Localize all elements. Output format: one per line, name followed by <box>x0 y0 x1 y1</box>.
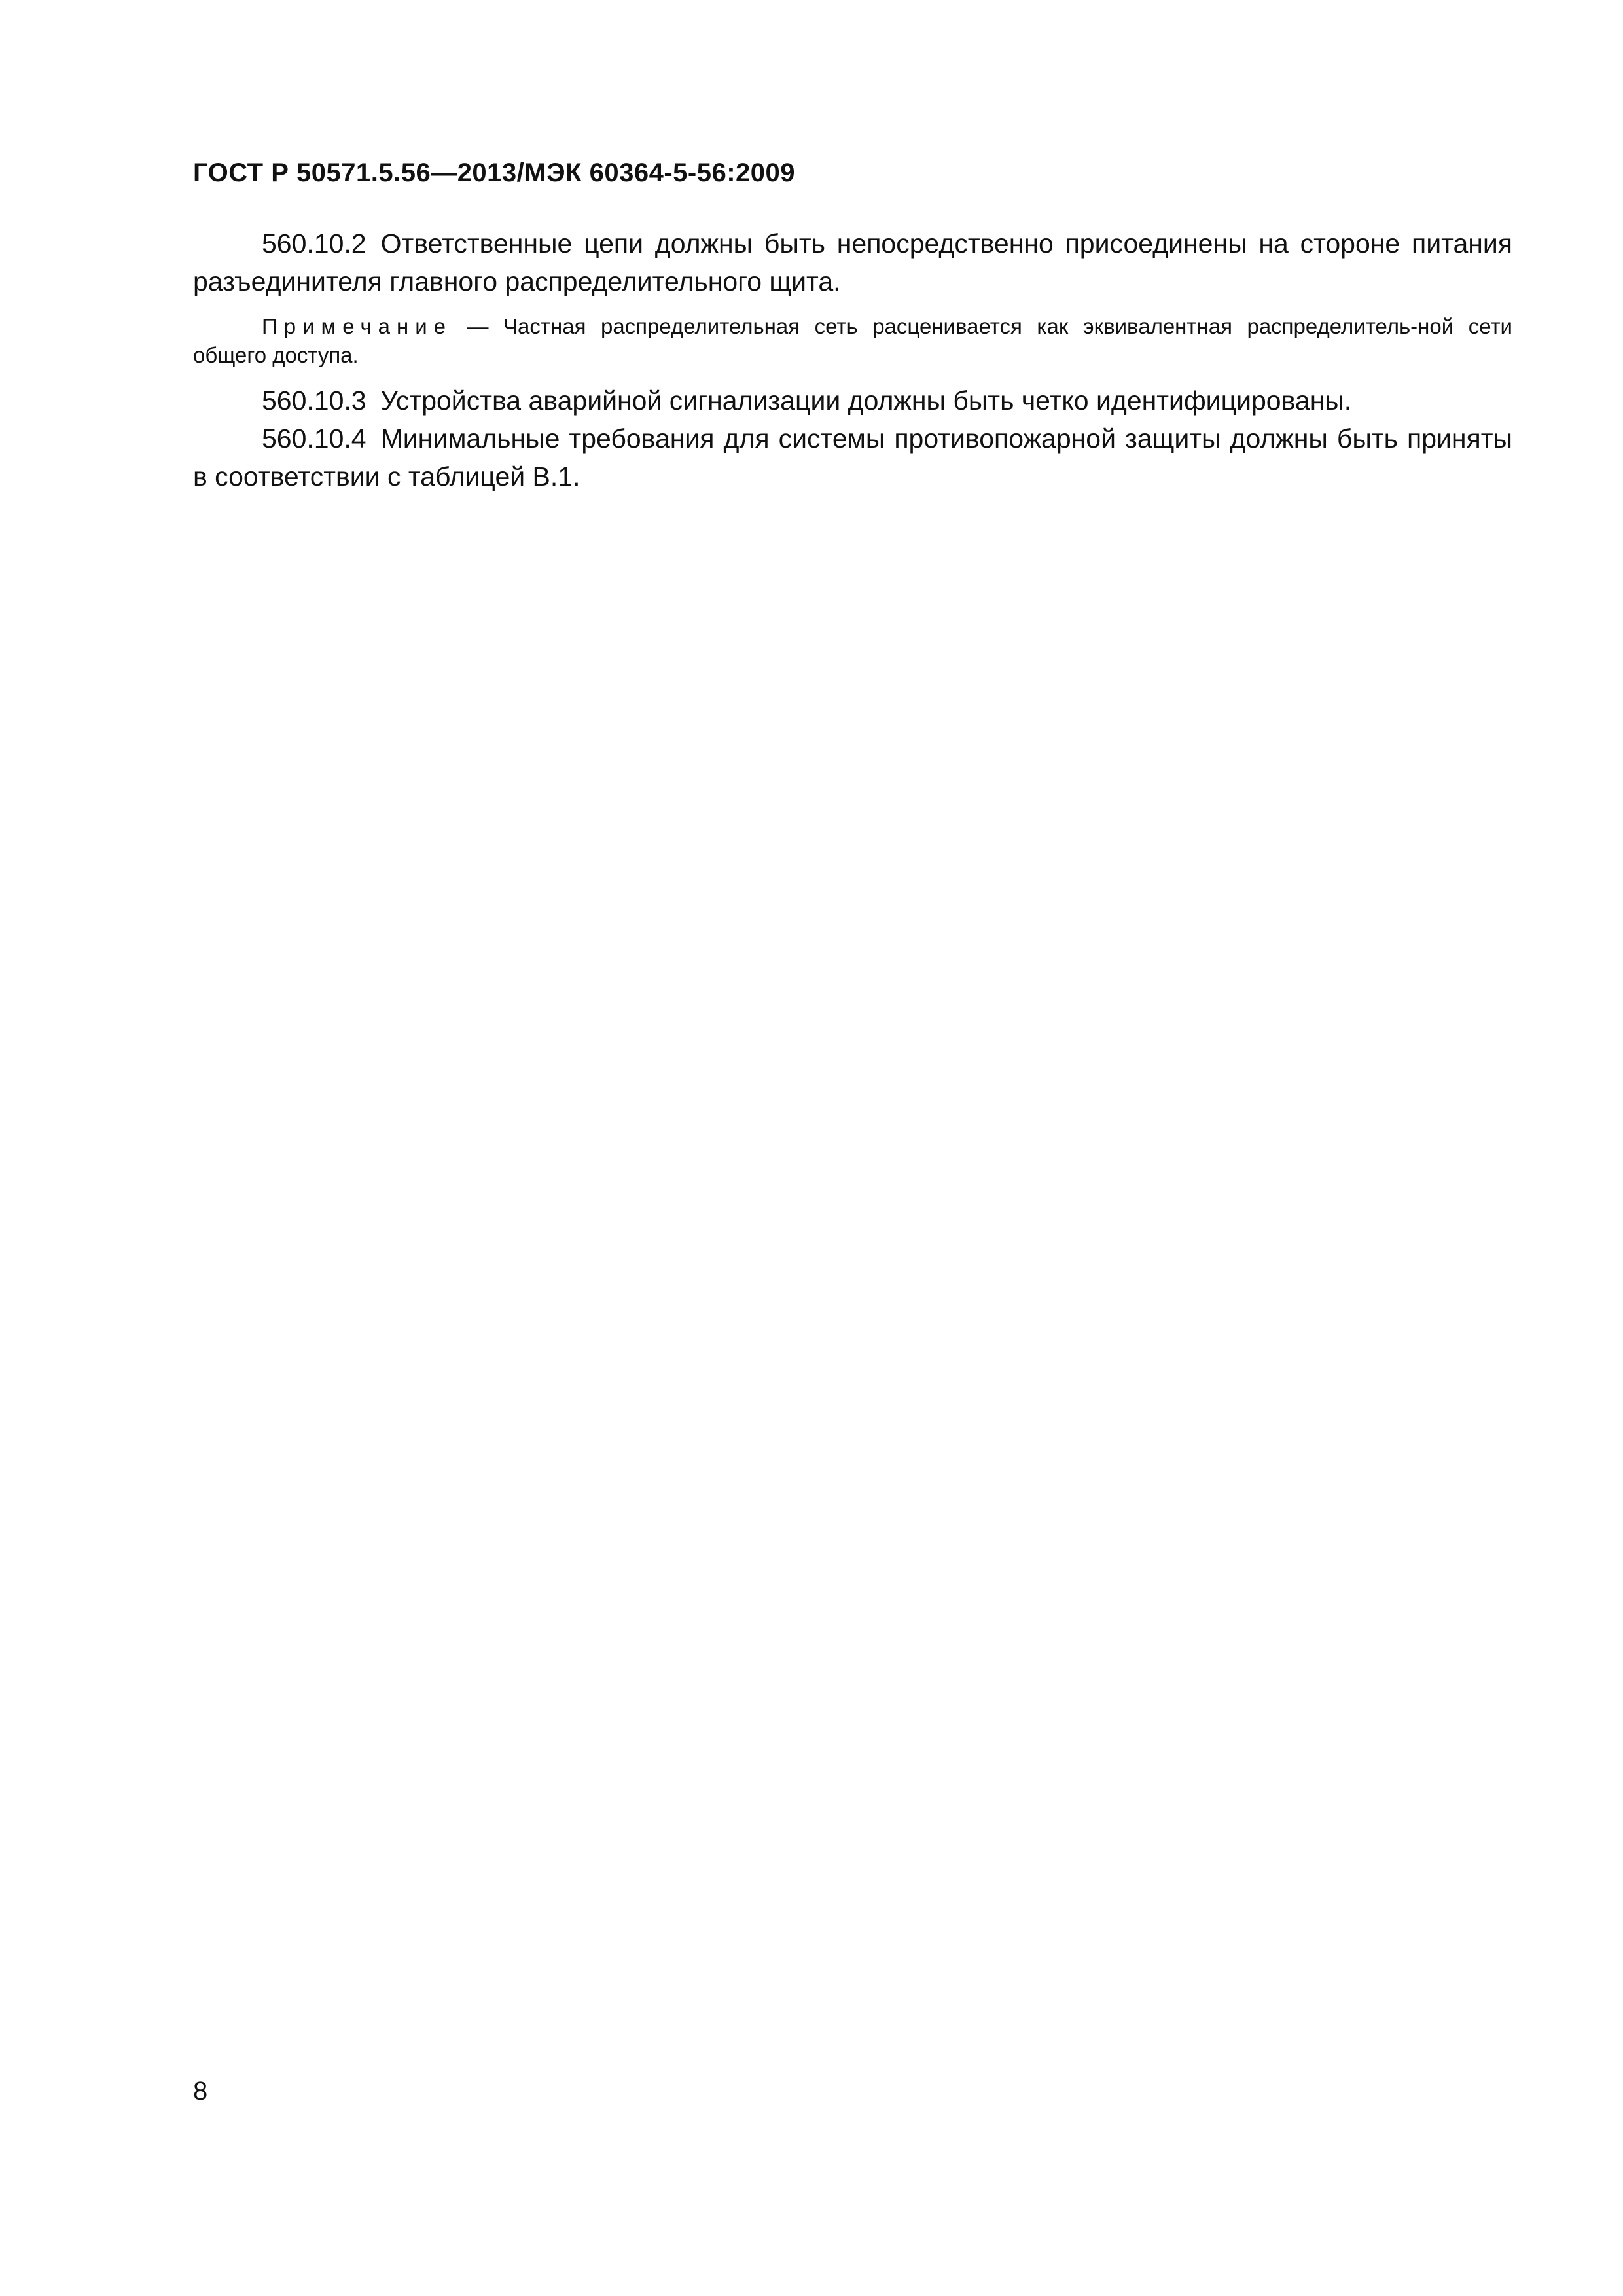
clause-text: Ответственные цепи должны быть непосредственно присоединены на стороне питания разъединителя главного распределительного щита. <box>193 228 1512 296</box>
clause-number: 560.10.4 <box>262 423 366 454</box>
clause-text: Устройства аварийной сигнализации должны быть четко идентифицированы. <box>380 386 1352 416</box>
clause-560-10-2 <box>193 224 1512 300</box>
clause-text: Минимальные требования для системы противопожарной защиты должны быть приняты в соответствии с таблицей В.1. <box>193 423 1512 492</box>
note-label: Примечание <box>262 314 453 338</box>
page-number: 8 <box>193 2077 208 2106</box>
document-designation: ГОСТ Р 50571.5.56—2013/МЭК 60364-5-56:2009 <box>193 158 796 187</box>
note-dash: — <box>452 314 504 338</box>
note <box>193 312 1512 370</box>
clause-560-10-3 <box>193 382 1512 420</box>
clause-number: 560.10.3 <box>262 386 366 416</box>
document-body <box>193 224 1512 495</box>
clause-560-10-4 <box>193 420 1512 495</box>
note-text: Частная распределительная сеть расценивается как эквивалентная распределитель-ной сети общего доступа. <box>193 314 1512 367</box>
clause-number: 560.10.2 <box>262 228 366 259</box>
